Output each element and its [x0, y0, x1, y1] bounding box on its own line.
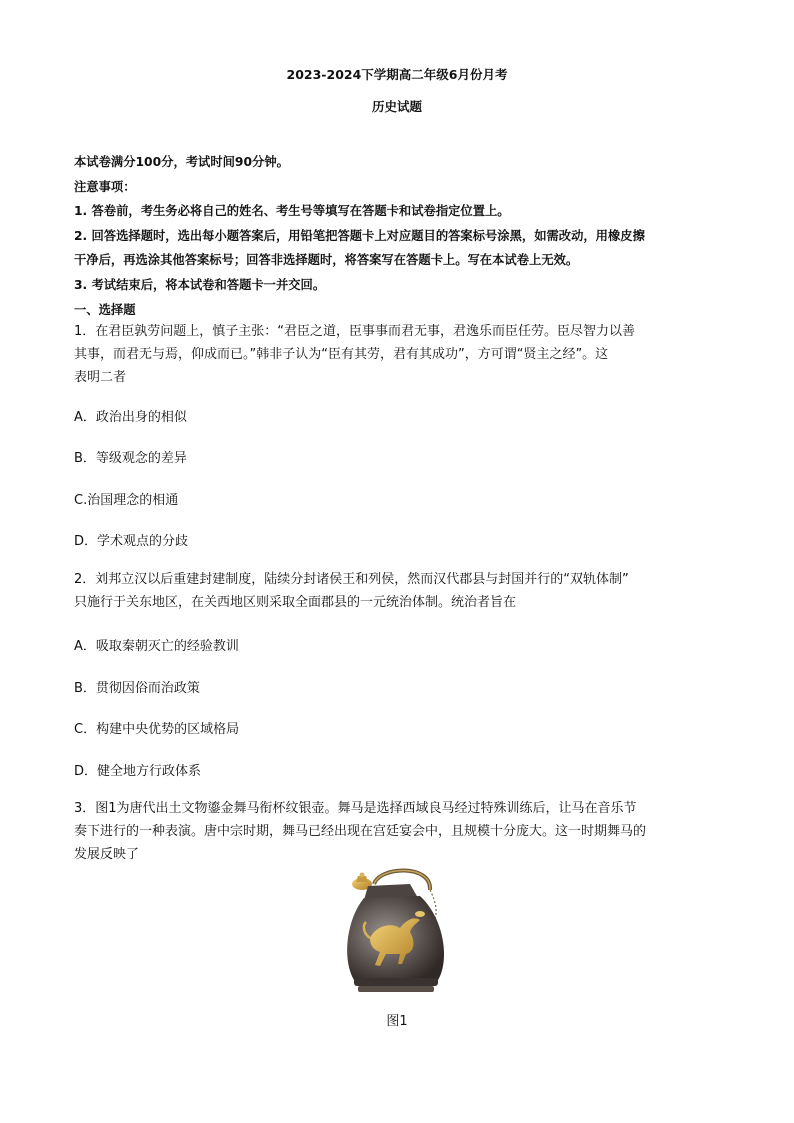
question-2-option-c: C．构建中央优势的区域格局 — [74, 722, 240, 737]
question-1-option-d: D．学术观点的分歧 — [74, 534, 189, 549]
question-2-option-b: B．贯彻因俗而治政策 — [74, 681, 200, 696]
question-3-line-2: 奏下进行的一种表演。唐中宗时期，舞马已经出现在宫廷宴会中，且规模十分庞大。这一时期舞马的 — [74, 824, 647, 839]
question-1-line-1: 1．在君臣孰劳问题上，慎子主张：“君臣之道，臣事事而君无事，君逸乐而臣任劳。臣尽智力以善 — [74, 324, 636, 339]
notice-item-3: 3. 考试结束后，将本试卷和答题卡一并交回。 — [74, 277, 326, 292]
question-3-line-3: 发展反映了 — [74, 847, 140, 862]
score-time-line: 本试卷满分100分，考试时间90分钟。 — [74, 155, 289, 169]
question-3-line-1: 3．图1为唐代出土文物鎏金舞马衔杯纹银壶。舞马是选择西域良马经过特殊训练后，让马在音乐节 — [74, 801, 637, 816]
question-1-option-a: A．政治出身的相似 — [74, 410, 187, 425]
question-1-option-b: B．等级观念的差异 — [74, 451, 187, 466]
question-2-line-1: 2．刘邦立汉以后重建封建制度，陆续分封诸侯王和列侯，然而汉代郡县与封国并行的“双轨体制” — [74, 572, 629, 587]
notice-item-2-line-1: 2. 回答选择题时，选出每小题答案后，用铅笔把答题卡上对应题目的答案标号涂黑，如需改动，用橡皮擦 — [74, 228, 645, 243]
notice-item-1: 1. 答卷前，考生务必将自己的姓名、考生号等填写在答题卡和试卷指定位置上。 — [74, 204, 510, 218]
question-2-option-a: A．吸取秦朝灭亡的经验教训 — [74, 639, 239, 654]
exam-title: 2023-2024下学期高二年级6月份月考 — [286, 67, 508, 82]
question-1-line-3: 表明二者 — [74, 370, 127, 385]
question-2-option-d: D．健全地方行政体系 — [74, 764, 202, 779]
question-1-line-2: 其事，而君无与焉，仰成而已。”韩非子认为“臣有其劳，君有其成功”，方可谓“贤主之经”。这 — [74, 347, 609, 362]
silver-flask-figure — [340, 868, 452, 1000]
exam-notice — [74, 150, 724, 297]
question-2-line-2: 只施行于关东地区，在关西地区则采取全面郡县的一元统治体制。统治者旨在 — [74, 595, 517, 610]
question-3 — [74, 797, 724, 866]
section-heading: 一、选择题 — [74, 303, 136, 317]
notice-item-2-line-2: 干净后，再选涂其他答案标号；回答非选择题时，将答案写在答题卡上。写在本试卷上无效。 — [74, 253, 579, 267]
notice-heading: 注意事项： — [74, 179, 136, 194]
question-1-option-c: C.治国理念的相通 — [74, 493, 179, 508]
subject-title: 历史试题 — [371, 99, 422, 114]
figure-caption: 图1 — [386, 1014, 408, 1029]
question-1 — [74, 320, 724, 389]
question-2 — [74, 568, 724, 614]
